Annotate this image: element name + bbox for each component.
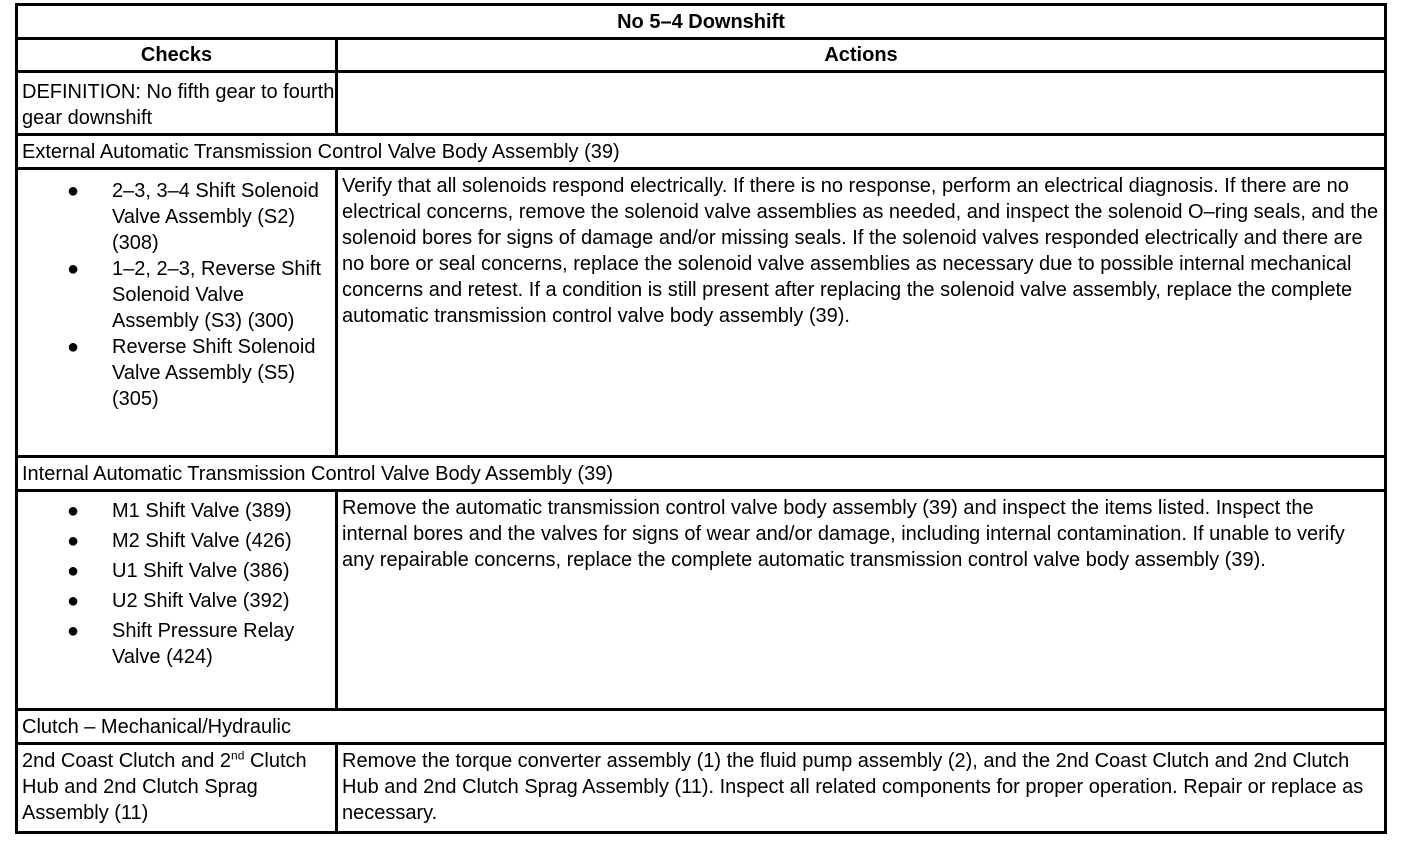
check-item [18, 588, 335, 614]
bullet-icon: ● [66, 336, 80, 358]
action-text: Remove the torque converter assembly (1) the fluid pump assembly (2), and the 2nd Coast Clutch and 2nd Clutch Hub and 2nd Clutch Sprag Assembly (11). Inspect all related components for proper operation. Repair or replace as necessary. [342, 750, 1364, 824]
check-item-text: 2–3, 3–4 Shift Solenoid Valve Assembly (S2) (308) [112, 180, 319, 254]
bullet-icon: ● [66, 560, 80, 582]
action-text: Remove the automatic transmission control valve body assembly (39) and inspect the items listed. Inspect the internal bores and the valves for signs of wear and/or damage, including internal contamination. If unable to verify any repairable concerns, replace the complete automatic transmission control valve body assembly (39). [342, 497, 1345, 571]
check-item [18, 558, 335, 584]
bullet-icon: ● [66, 620, 80, 642]
clutch-check-text-b: Clutch Hub and 2nd Clutch Sprag Assembly (11) [22, 750, 307, 824]
checks-cell [17, 744, 337, 833]
actions-column-header: Actions [337, 39, 1386, 72]
bullet-icon: ● [66, 500, 80, 522]
check-item [18, 334, 335, 412]
action-cell [337, 169, 1386, 457]
checks-column-header: Checks [17, 39, 337, 72]
check-item-text: 1–2, 2–3, Reverse Shift Solenoid Valve Assembly (S3) (300) [112, 258, 322, 332]
action-cell [337, 491, 1386, 710]
checks-list [18, 170, 335, 412]
diagnostic-table [15, 3, 1387, 834]
definition-cell [17, 72, 337, 135]
checks-list [18, 492, 335, 670]
check-item [18, 498, 335, 524]
ordinal-superscript: nd [231, 748, 245, 763]
checks-cell [17, 491, 337, 710]
check-item-text: U1 Shift Valve (386) [112, 560, 290, 582]
action-cell [337, 744, 1386, 833]
clutch-check-text [18, 745, 335, 826]
action-text: Verify that all solenoids respond electrically. If there is no response, perform an electrical diagnosis. If there are no electrical concerns, remove the solenoid valve assemblies as needed, and inspect the solenoid O–ring seals, and the solenoid bores for signs of damage and/or missing seals. If the solenoid valves responded electrically and there are no bore or seal concerns, replace the solenoid valve assemblies as necessary due to possible internal mechanical concerns and retest. If a condition is still present after replacing the solenoid valve assembly, replace the complete automatic transmission control valve body assembly (39). [342, 175, 1379, 327]
check-item-text: Shift Pressure Relay Valve (424) [112, 620, 295, 668]
check-item [18, 178, 335, 256]
bullet-icon: ● [66, 530, 80, 552]
section-heading-clutch: Clutch – Mechanical/Hydraulic [17, 710, 1386, 744]
check-item [18, 618, 335, 670]
checks-cell [17, 169, 337, 457]
bullet-icon: ● [66, 180, 80, 202]
check-item-text: Reverse Shift Solenoid Valve Assembly (S5) (305) [112, 336, 316, 410]
section-heading-external: External Automatic Transmission Control Valve Body Assembly (39) [17, 135, 1386, 169]
definition-action-cell [337, 72, 1386, 135]
check-item-text: U2 Shift Valve (392) [112, 590, 290, 612]
check-item-text: M2 Shift Valve (426) [112, 530, 292, 552]
definition-text: DEFINITION: No fifth gear to fourth gear downshift [22, 81, 335, 129]
check-item [18, 528, 335, 554]
check-item [18, 256, 335, 334]
bullet-icon: ● [66, 590, 80, 612]
section-heading-internal: Internal Automatic Transmission Control Valve Body Assembly (39) [17, 457, 1386, 491]
bullet-icon: ● [66, 258, 80, 280]
table-title: No 5–4 Downshift [17, 5, 1386, 39]
check-item-text: M1 Shift Valve (389) [112, 500, 292, 522]
clutch-check-text-a: 2nd Coast Clutch and 2 [22, 750, 232, 772]
